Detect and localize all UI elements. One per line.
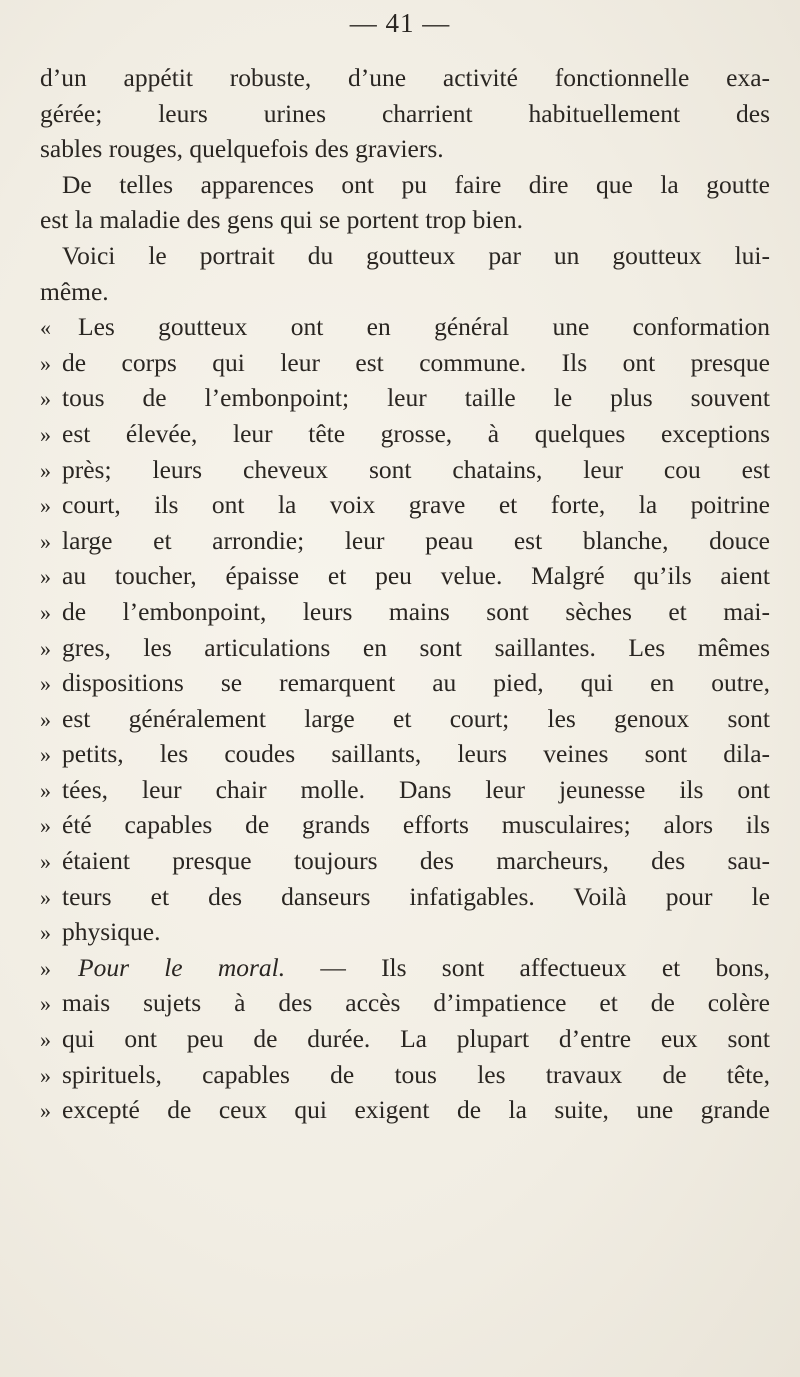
quote-line bbox=[40, 487, 770, 523]
quote-mark: » bbox=[40, 386, 51, 412]
quote-mark: » bbox=[40, 421, 51, 447]
quote-mark: » bbox=[40, 706, 51, 732]
quote-text bbox=[62, 950, 770, 986]
quote-line bbox=[40, 523, 770, 559]
quote-line bbox=[40, 630, 770, 666]
body-text bbox=[40, 60, 770, 1128]
quote-text: teurs et des danseurs infatigables. Voilà pour le bbox=[62, 881, 770, 911]
quote-mark: » bbox=[40, 991, 51, 1017]
quote-text: qui ont peu de durée. La plupart d’entre eux sont bbox=[62, 1024, 770, 1054]
quote-mark: » bbox=[40, 493, 51, 519]
quote-mark: » bbox=[40, 528, 51, 554]
quote-text: été capables de grands efforts musculaires; alors ils bbox=[62, 810, 770, 840]
quote-mark: » bbox=[40, 849, 51, 875]
quote-mark: » bbox=[40, 777, 51, 803]
quote-line bbox=[40, 309, 770, 345]
quote-text: au toucher, épaisse et peu velue. Malgré qu’ils aient bbox=[62, 561, 770, 591]
quote-mark: » bbox=[40, 457, 51, 483]
quote-mark: » bbox=[40, 1027, 51, 1053]
quote-line bbox=[40, 985, 770, 1021]
quote-mark: » bbox=[40, 599, 51, 625]
section-heading-moral: Pour le moral. bbox=[78, 952, 286, 982]
quote-line bbox=[40, 665, 770, 701]
quote-text: est généralement large et court; les genoux sont bbox=[62, 703, 770, 733]
quote-mark: » bbox=[40, 813, 51, 839]
quote-text: étaient presque toujours des marcheurs, des sau- bbox=[62, 846, 770, 876]
quote-line bbox=[40, 416, 770, 452]
quote-text: court, ils ont la voix grave et forte, la poitrine bbox=[62, 490, 770, 520]
quote-line bbox=[40, 1057, 770, 1093]
text-line: gérée; leurs urines charrient habituellement des bbox=[40, 98, 770, 128]
quote-mark: » bbox=[40, 955, 51, 981]
page-number-header: — 41 — bbox=[349, 8, 451, 38]
text-line: est la maladie des gens qui se portent trop bien. bbox=[40, 205, 523, 235]
quote-mark: » bbox=[40, 635, 51, 661]
text-line: sables rouges, quelquefois des graviers. bbox=[40, 134, 444, 164]
quote-mark: » bbox=[40, 742, 51, 768]
quote-line bbox=[40, 594, 770, 630]
quote-mark: » bbox=[40, 1098, 51, 1124]
quote-line bbox=[40, 1092, 770, 1128]
quote-text: de corps qui leur est commune. Ils ont presque bbox=[62, 347, 770, 377]
quote-mark: » bbox=[40, 671, 51, 697]
text-line: d’un appétit robuste, d’une activité fonctionnelle exa- bbox=[40, 63, 770, 92]
text-line: Voici le portrait du goutteux par un goutteux lui- bbox=[62, 240, 770, 270]
quote-text: physique. bbox=[62, 917, 161, 947]
quote-line bbox=[40, 772, 770, 808]
quote-mark: » bbox=[40, 920, 51, 946]
quote-mark: » bbox=[40, 350, 51, 376]
quote-line bbox=[40, 558, 770, 594]
quote-text: tées, leur chair molle. Dans leur jeunesse ils ont bbox=[62, 774, 770, 804]
quote-text: large et arrondie; leur peau est blanche, douce bbox=[62, 525, 770, 555]
quote-text: dispositions se remarquent au pied, qui en outre, bbox=[62, 668, 770, 698]
quote-line bbox=[40, 1021, 770, 1057]
quote-line bbox=[40, 914, 770, 950]
quote-text: gres, les articulations en sont saillantes. Les mêmes bbox=[62, 632, 770, 662]
quote-text: Les goutteux ont en général une conformation bbox=[78, 312, 770, 342]
quote-line bbox=[40, 345, 770, 381]
quote-text: excepté de ceux qui exigent de la suite, une grande bbox=[62, 1095, 770, 1125]
quote-mark: » bbox=[40, 884, 51, 910]
quote-line bbox=[40, 452, 770, 488]
quote-mark: » bbox=[40, 564, 51, 590]
quote-line bbox=[40, 879, 770, 915]
quote-text: petits, les coudes saillants, leurs veines sont dila- bbox=[62, 739, 770, 769]
quote-text: tous de l’embonpoint; leur taille le plus souvent bbox=[62, 383, 770, 413]
quote-text: est élevée, leur tête grosse, à quelques exceptions bbox=[62, 418, 770, 448]
quote-line bbox=[40, 380, 770, 416]
quote-text: spirituels, capables de tous les travaux de tête, bbox=[62, 1059, 770, 1089]
text-line: même. bbox=[40, 276, 109, 306]
quote-text: mais sujets à des accès d’impatience et de colère bbox=[62, 988, 770, 1018]
quote-mark: « bbox=[40, 315, 51, 341]
quote-text: près; leurs cheveux sont chatains, leur cou est bbox=[62, 454, 770, 484]
quote-line bbox=[40, 843, 770, 879]
quote-mark: » bbox=[40, 1062, 51, 1088]
text-line: De telles apparences ont pu faire dire que la goutte bbox=[62, 169, 770, 199]
quote-line bbox=[40, 807, 770, 843]
quote-text-rest: — Ils sont affectueux et bons, bbox=[285, 952, 770, 982]
quote-line bbox=[40, 736, 770, 772]
quote-line bbox=[40, 701, 770, 737]
quote-line bbox=[40, 950, 770, 986]
quote-text: de l’embonpoint, leurs mains sont sèches et mai- bbox=[62, 596, 770, 626]
